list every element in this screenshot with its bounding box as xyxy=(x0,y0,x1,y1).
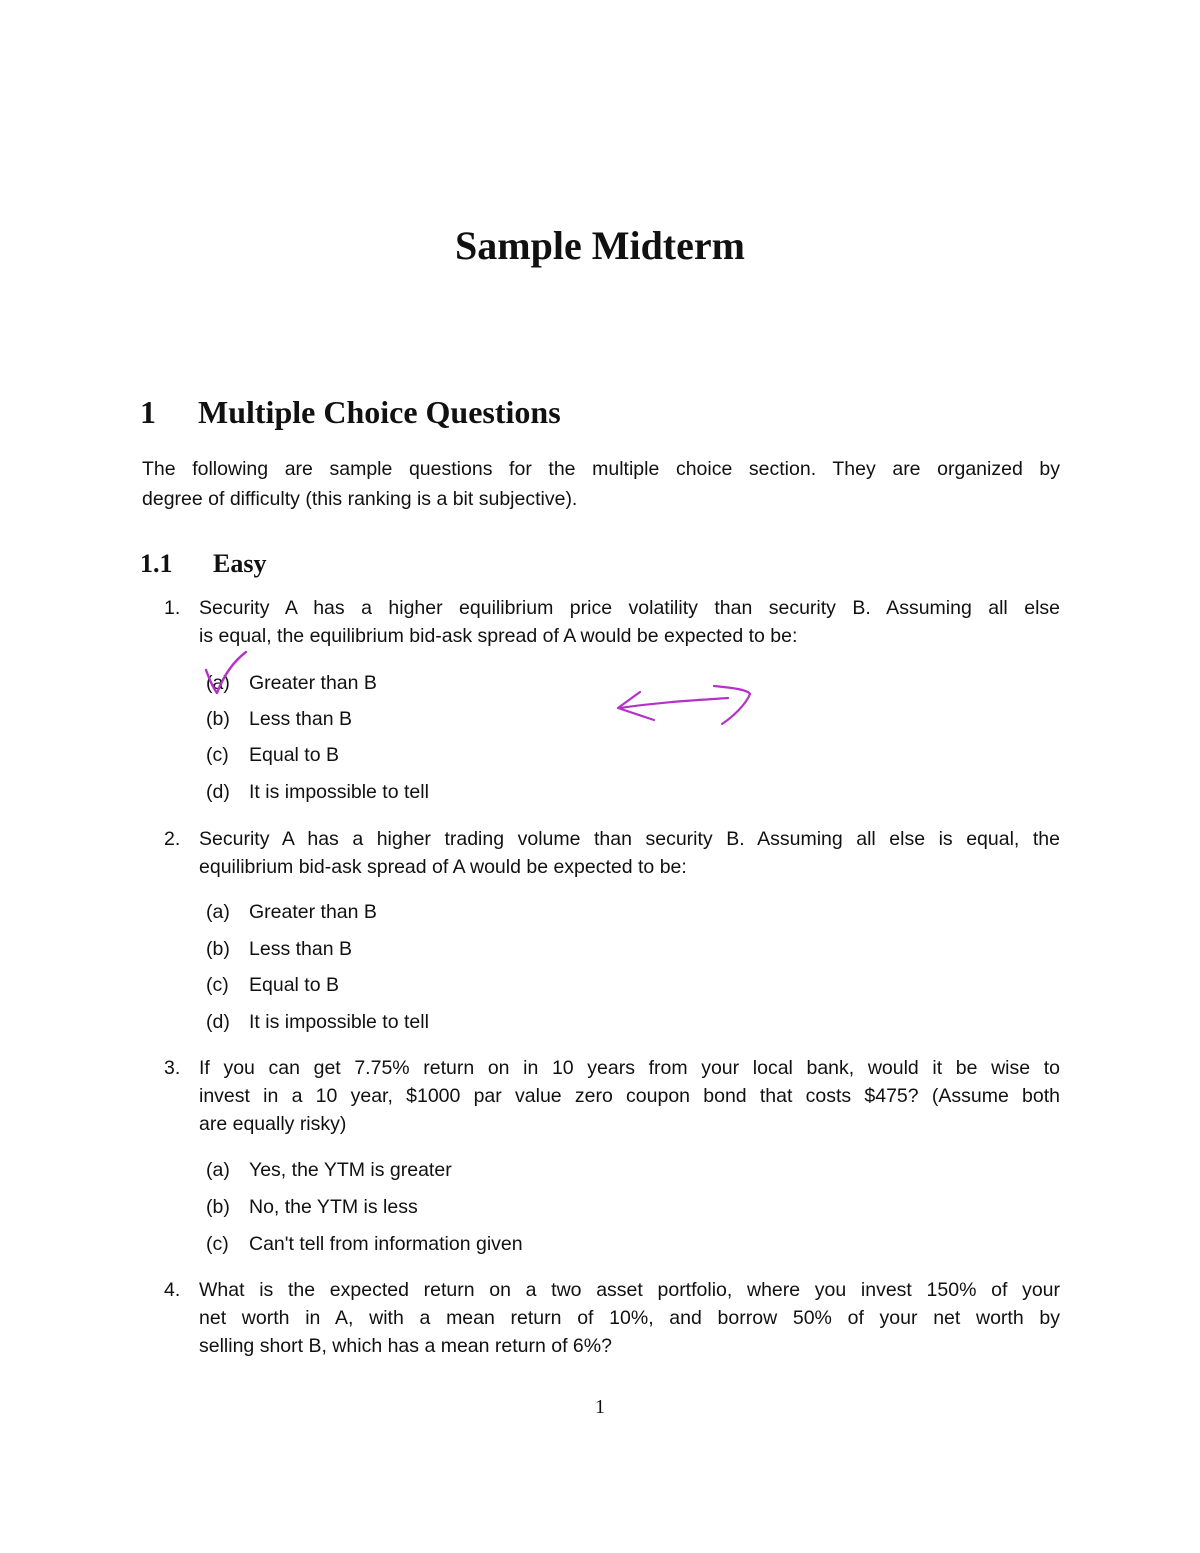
section-title: Multiple Choice Questions xyxy=(198,394,561,430)
option-label: (c) xyxy=(206,744,229,766)
option-label: (c) xyxy=(206,1233,229,1255)
question-line: equilibrium bid-ask spread of A would be expected to be: xyxy=(199,856,687,878)
question-text xyxy=(199,594,1060,650)
option-text: Greater than B xyxy=(249,901,377,923)
double-arrow-icon xyxy=(610,680,760,730)
question-line: are equally risky) xyxy=(199,1113,347,1135)
question-text xyxy=(199,825,1060,881)
subsection-heading xyxy=(140,544,266,584)
question-line: Security A has a higher equilibrium price volatility than security B. Assuming all else xyxy=(199,597,1060,619)
question-text xyxy=(199,1054,1060,1138)
subsection-number: 1.1 xyxy=(140,549,173,578)
option-text: Can't tell from information given xyxy=(249,1233,523,1255)
question-line: selling short B, which has a mean return of 6%? xyxy=(199,1335,612,1357)
option-label: (d) xyxy=(206,781,230,803)
question-text xyxy=(199,1276,1060,1360)
option-label: (a) xyxy=(206,672,230,694)
option-1c[interactable] xyxy=(206,741,339,769)
option-label: (a) xyxy=(206,1159,230,1181)
option-text: It is impossible to tell xyxy=(249,1011,429,1033)
option-label: (b) xyxy=(206,1196,230,1218)
intro-line: The following are sample questions for the multiple choice section. They are organized by xyxy=(142,458,1060,480)
option-2c[interactable] xyxy=(206,971,339,999)
option-text: Equal to B xyxy=(249,974,339,996)
section-heading xyxy=(140,390,561,434)
intro-paragraph xyxy=(142,454,1060,514)
option-label: (c) xyxy=(206,974,229,996)
option-label: (a) xyxy=(206,901,230,923)
question-line: What is the expected return on a two asset portfolio, where you invest 150% of your xyxy=(199,1279,1060,1301)
question-number: 2. xyxy=(164,828,181,850)
question-line: Security A has a higher trading volume than security B. Assuming all else is equal, the xyxy=(199,828,1060,850)
subsection-title: Easy xyxy=(213,549,267,578)
option-text: Equal to B xyxy=(249,744,339,766)
intro-line: degree of difficulty (this ranking is a bit subjective). xyxy=(142,488,578,510)
option-2b[interactable] xyxy=(206,935,352,963)
option-text: Greater than B xyxy=(249,672,377,694)
option-label: (d) xyxy=(206,1011,230,1033)
option-1b[interactable] xyxy=(206,705,352,733)
option-1a[interactable] xyxy=(206,669,377,697)
page-number: 1 xyxy=(595,1396,605,1418)
option-text: Yes, the YTM is greater xyxy=(249,1159,452,1181)
option-2d[interactable] xyxy=(206,1008,429,1036)
option-3c[interactable] xyxy=(206,1230,523,1258)
option-3a[interactable] xyxy=(206,1156,452,1184)
question-line: If you can get 7.75% return on in 10 years from your local bank, would it be wise to xyxy=(199,1057,1060,1079)
option-text: Less than B xyxy=(249,708,352,730)
option-2a[interactable] xyxy=(206,898,377,926)
question-number: 4. xyxy=(164,1279,181,1301)
page-title: Sample Midterm xyxy=(455,223,745,268)
option-text: No, the YTM is less xyxy=(249,1196,418,1218)
question-line: invest in a 10 year, $1000 par value zero coupon bond that costs $475? (Assume both xyxy=(199,1085,1060,1107)
question-line: is equal, the equilibrium bid-ask spread of A would be expected to be: xyxy=(199,625,798,647)
option-label: (b) xyxy=(206,708,230,730)
option-text: Less than B xyxy=(249,938,352,960)
option-3b[interactable] xyxy=(206,1193,418,1221)
section-number: 1 xyxy=(140,394,156,430)
option-label: (b) xyxy=(206,938,230,960)
question-line: net worth in A, with a mean return of 10%, and borrow 50% of your net worth by xyxy=(199,1307,1060,1329)
option-text: It is impossible to tell xyxy=(249,781,429,803)
question-number: 3. xyxy=(164,1057,181,1079)
option-1d[interactable] xyxy=(206,778,429,806)
question-number: 1. xyxy=(164,597,181,619)
